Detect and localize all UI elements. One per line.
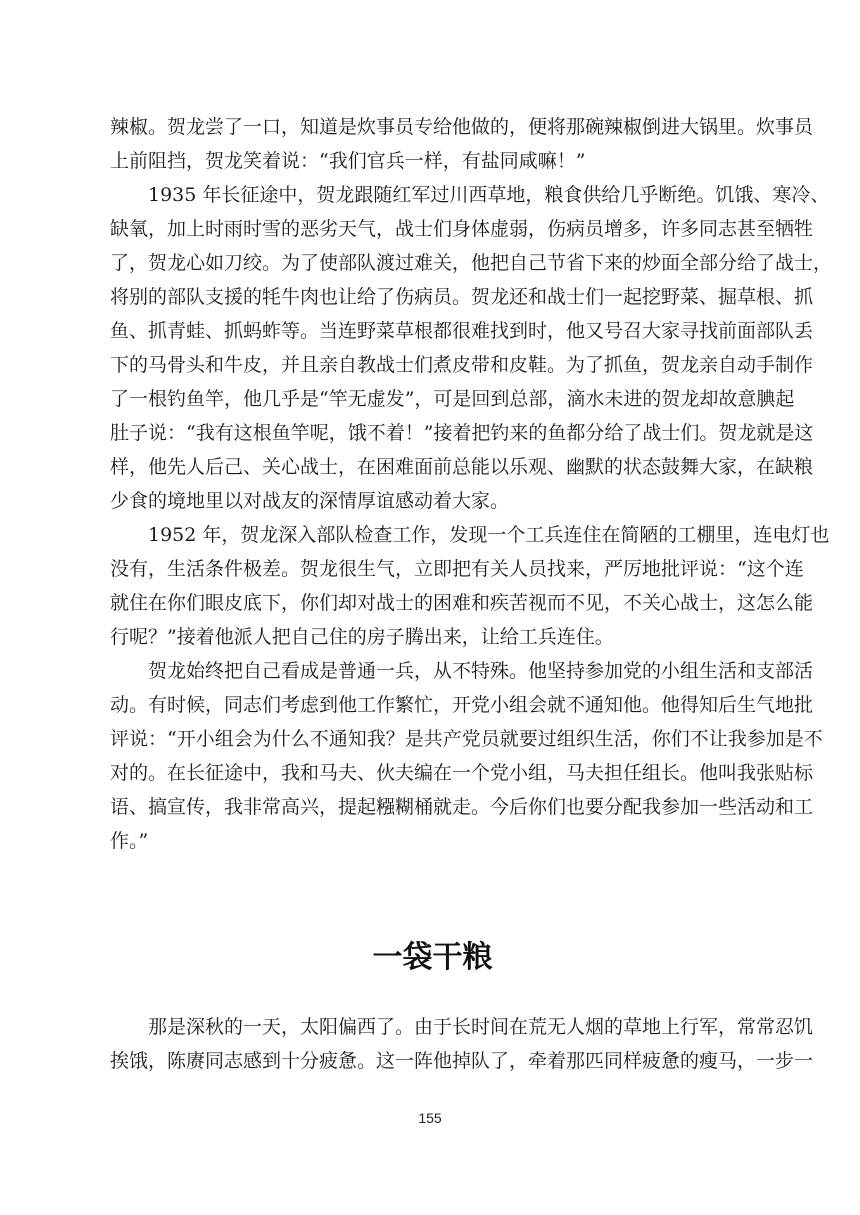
text-line: 将别的部队支援的牦牛肉也让给了伤病员。贺龙还和战士们一起挖野菜、掘草根、抓: [110, 286, 814, 308]
text-line: 语、搞宣传，我非常高兴，提起糨糊桶就走。今后你们也要分配我参加一些活动和工: [110, 796, 814, 818]
body-text-bottom: [110, 1010, 814, 1078]
text-line: 肚子说：“我有这根鱼竿呢，饿不着！”接着把钓来的鱼都分给了战士们。贺龙就是这: [110, 422, 814, 444]
text-line: 行呢？”接着他派人把自己住的房子腾出来，让给工兵连住。: [110, 626, 614, 648]
text-line: 鱼、抓青蛙、抓蚂蚱等。当连野菜草根都很难找到时，他又号召大家寻找前面部队丢: [110, 320, 814, 342]
text-line: 贺龙始终把自己看成是普通一兵，从不特殊。他坚持参加党的小组生活和支部活: [148, 660, 814, 682]
text-line: 了，贺龙心如刀绞。为了使部队渡过难关，他把自己节省下来的炒面全部分给了战士，: [110, 252, 833, 274]
text-line: 挨饿，陈赓同志感到十分疲惫。这一阵他掉队了，牵着那匹同样疲惫的瘦马，一步一: [110, 1050, 814, 1072]
text-line: 那是深秋的一天，太阳偏西了。由于长时间在荒无人烟的草地上行军，常常忍饥: [148, 1016, 814, 1038]
text-line: 作。”: [110, 830, 149, 852]
text-line: 1952 年，贺龙深入部队检查工作，发现一个工兵连住在简陋的工棚里，连电灯也: [148, 524, 830, 546]
text-line: 动。有时候，同志们考虑到他工作繁忙，开党小组会就不通知他。他得知后生气地批: [110, 694, 814, 716]
body-text-top: [110, 110, 833, 858]
text-line: 辣椒。贺龙尝了一口，知道是炊事员专给他做的，便将那碗辣椒倒进大锅里。炊事员: [110, 116, 814, 138]
text-line: 了一根钓鱼竿，他几乎是“竿无虚发”，可是回到总部，滴水未进的贺龙却故意腆起: [110, 388, 795, 410]
text-line: 没有，生活条件极差。贺龙很生气，立即把有关人员找来，严厉地批评说：“这个连: [110, 558, 804, 580]
text-line: 上前阻挡，贺龙笑着说：“我们官兵一样，有盐同咸嘛！”: [110, 150, 586, 172]
text-line: 就住在你们眼皮底下，你们却对战士的困难和疾苦视而不见，不关心战士，这怎么能: [110, 592, 814, 614]
text-line: 1935 年长征途中，贺龙跟随红军过川西草地，粮食供给几乎断绝。饥饿、寒冷、: [148, 184, 830, 206]
text-line: 缺氧，加上时雨时雪的恶劣天气，战士们身体虚弱，伤病员增多，许多同志甚至牺牲: [110, 218, 814, 240]
text-line: 样，他先人后己、关心战士，在困难面前总能以乐观、幽默的状态鼓舞大家，在缺粮: [110, 456, 814, 478]
section-heading: 一袋干粮: [372, 940, 493, 975]
text-line: 下的马骨头和牛皮，并且亲自教战士们煮皮带和皮鞋。为了抓鱼，贺龙亲自动手制作: [110, 354, 814, 376]
page-number: 155: [418, 1110, 442, 1126]
text-line: 少食的境地里以对战友的深情厚谊感动着大家。: [110, 490, 510, 512]
text-line: 评说：“开小组会为什么不通知我？是共产党员就要过组织生活，你们不让我参加是不: [110, 728, 823, 750]
text-line: 对的。在长征途中，我和马夫、伙夫编在一个党小组，马夫担任组长。他叫我张贴标: [110, 762, 814, 784]
